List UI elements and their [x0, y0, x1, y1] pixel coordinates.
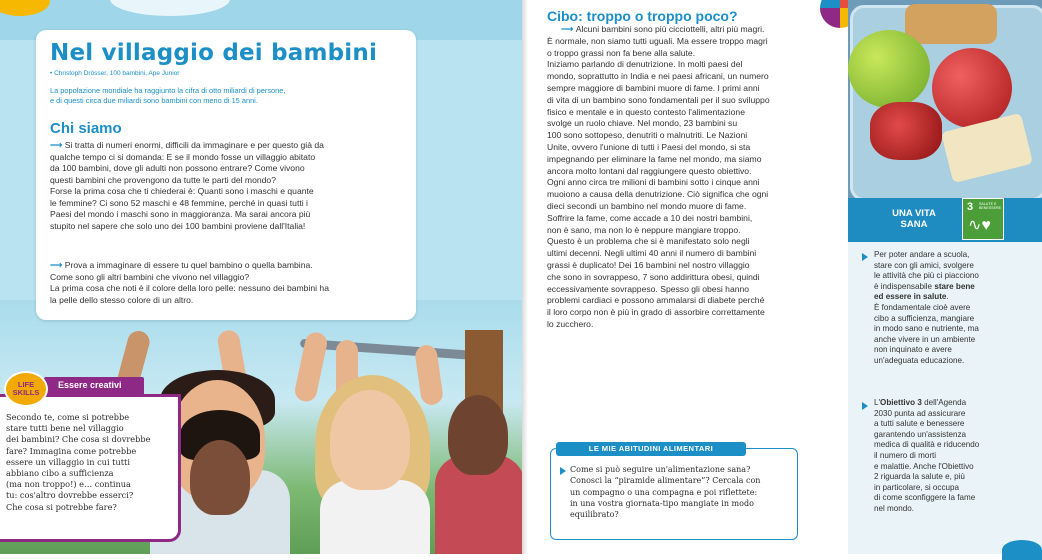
child-shirt — [320, 480, 430, 554]
food-article-body: ⟶ Alcuni bambini sono più cicciottelli, altri più magri. È normale, non siamo tutti uguali. Ma essere troppo magri o troppo grassi non fa bene alla salute. Iniziamo parlando di denutrizione. In molti paesi del mondo, soprattutto in India e nei paesi africani, un numero sempre maggiore di bambini muore di fame. I primi anni di vita di un bambino sono fondamentali per il suo sviluppo fisico e mentale e in questo contesto l'alimentazione svolge un ruolo chiave. Nel mondo, 23 bambini su 100 sono sottopeso, denutriti o malnutriti. Le Nazioni Unite, ovvero l'unione di tutti i Paesi del mondo, si sta impegnando per eliminare la fame nel mondo, ma siamo ancora molto lontani dal raggiungere questo obiettivo. Ogni anno circa tre milioni di bambini sotto i cinque anni muoiono a causa della denutrizione. Ciò significa che ogni dieci secondi un bambino nel mondo muore di fame. Soffrire la fame, come accade a 10 dei nostri bambini, non è sano, ma non lo è neppure mangiare troppo. Questo è un problema che si è manifestato solo negli ultimi decenni. Negli ultimi 40 anni il numero di bambini grassi è duplicato! Dei 16 bambini nel nostro villaggio che sono in sovrappeso, 7 sono addirittura obesi, quindi eccessivamente sovrappeso. Spesso gli obesi hanno problemi cardiaci e possono ammalarsi di diabete perché il loro corpo non è più in grado di assorbire correttamente lo zucchero. — [547, 24, 770, 329]
heartbeat-icon: ∿♥ — [968, 217, 991, 234]
paragraph-chi-siamo: ⟶ Si tratta di numeri enormi, difficili da immaginare e per questo già da qualche tempo ci si domanda: E se il mondo fosse un villaggio abitato da 100 bambini, dove gli adulti non possono entrare? Come vivono questi bambini che provengono da tutte le parti del mondo? Forse la prima cosa che ti chiederai è: Quanti sono i maschi e quante le femmine? Ci sono 52 maschi e 48 femmine, perché in quasi tutti i Paesi del mondo i maschi sono in maggioranza. Ma sarai ancora più stupito nel sapere che solo uno dei 100 bambini proviene dall'Italia! — [50, 140, 324, 231]
habits-text: Come si può seguire un'alimentazione sana? Conosci la “piramide alimentare”? Cercala con un compagno o una compagna e poi riflettete: in una vostra giornata-tipo mangiate in modo equilibrato? — [570, 465, 761, 520]
intro-line: e di questi circa due miliardi sono bambini con meno di 15 anni. — [50, 96, 258, 105]
arrow-icon: ⟶ — [50, 140, 65, 150]
triangle-bullet-icon — [862, 253, 868, 261]
section-title: Chi siamo — [50, 120, 122, 137]
intro-text — [50, 86, 400, 106]
child-face — [330, 390, 410, 490]
child-face — [448, 395, 508, 475]
page-title: Nel villaggio dei bambini — [50, 40, 378, 66]
corner-decoration — [1002, 540, 1042, 560]
life-skills-text: Secondo te, come si potrebbe stare tutti bene nel villaggio dei bambini? Che cosa si dovrebbe fare? Immagina come potrebbe essere un villaggio in cui tutti abbiano cibo a sufficienza (ma non troppo!) e… continua tu: cos'altro dovrebbe esserci? Che cosa si potrebbe fare? — [6, 412, 151, 512]
intro-line: La popolazione mondiale ha raggiunto la cifra di otto miliardi di persone, — [50, 86, 286, 95]
grapes — [870, 102, 942, 160]
red-apple — [932, 48, 1012, 128]
life-skills-tab-label: Essere creativi — [58, 380, 122, 390]
sdg-3-badge: 3 SALUTE E BENESSERE ∿♥ — [962, 198, 1004, 240]
source-credit: • Christoph Drösser, 100 bambini, Ape Junior — [50, 70, 180, 77]
nuts — [905, 4, 997, 44]
paragraph-prova: ⟶ Prova a immaginare di essere tu quel bambino o quella bambina. Come sono gli altri bambini che vivono nel villaggio? La prima cosa che noti è il colore della loro pelle: nessuno dei bambini ha la pelle dello stesso colore di un altro. — [50, 260, 329, 305]
triangle-bullet-icon — [862, 402, 868, 410]
left-page — [0, 0, 522, 554]
vita-sana-label: UNA VITA SANA — [892, 208, 936, 230]
triangle-bullet-icon — [560, 467, 566, 475]
life-skills-logo: LIFE SKILLS — [4, 371, 48, 407]
arrow-icon: ⟶ — [50, 260, 65, 270]
arrow-icon: ⟶ — [561, 24, 576, 34]
article-card — [36, 30, 416, 320]
green-apple — [848, 30, 930, 108]
habits-tab — [556, 442, 746, 456]
child-face — [190, 440, 250, 515]
right-page-title: Cibo: troppo o troppo poco? — [547, 8, 738, 24]
side-note-1: Per poter andare a scuola, stare con gli amici, svolgere le attività che più ci piacciono è indispensabile stare bene ed essere in salute. È fondamentale cioè avere cibo a sufficienza, mangiare in modo sano e nutriente, ma anche vivere in un ambiente non inquinato e avere un'adeguata educazione. — [874, 250, 979, 365]
habits-tab-label: LE MIE ABITUDINI ALIMENTARI — [588, 444, 714, 453]
side-note-2: L'Obiettivo 3 dell'Agenda 2030 punta ad assicurare a tutti salute e benessere garantendo un'assistenza medica di qualità e riducendo il numero di morti e malattie. Anche l'Obiettivo 2 riguarda la salute e, più in particolare, si occupa di come sconfiggere la fame nel mondo. — [874, 398, 980, 513]
life-skills-tab — [44, 377, 144, 395]
